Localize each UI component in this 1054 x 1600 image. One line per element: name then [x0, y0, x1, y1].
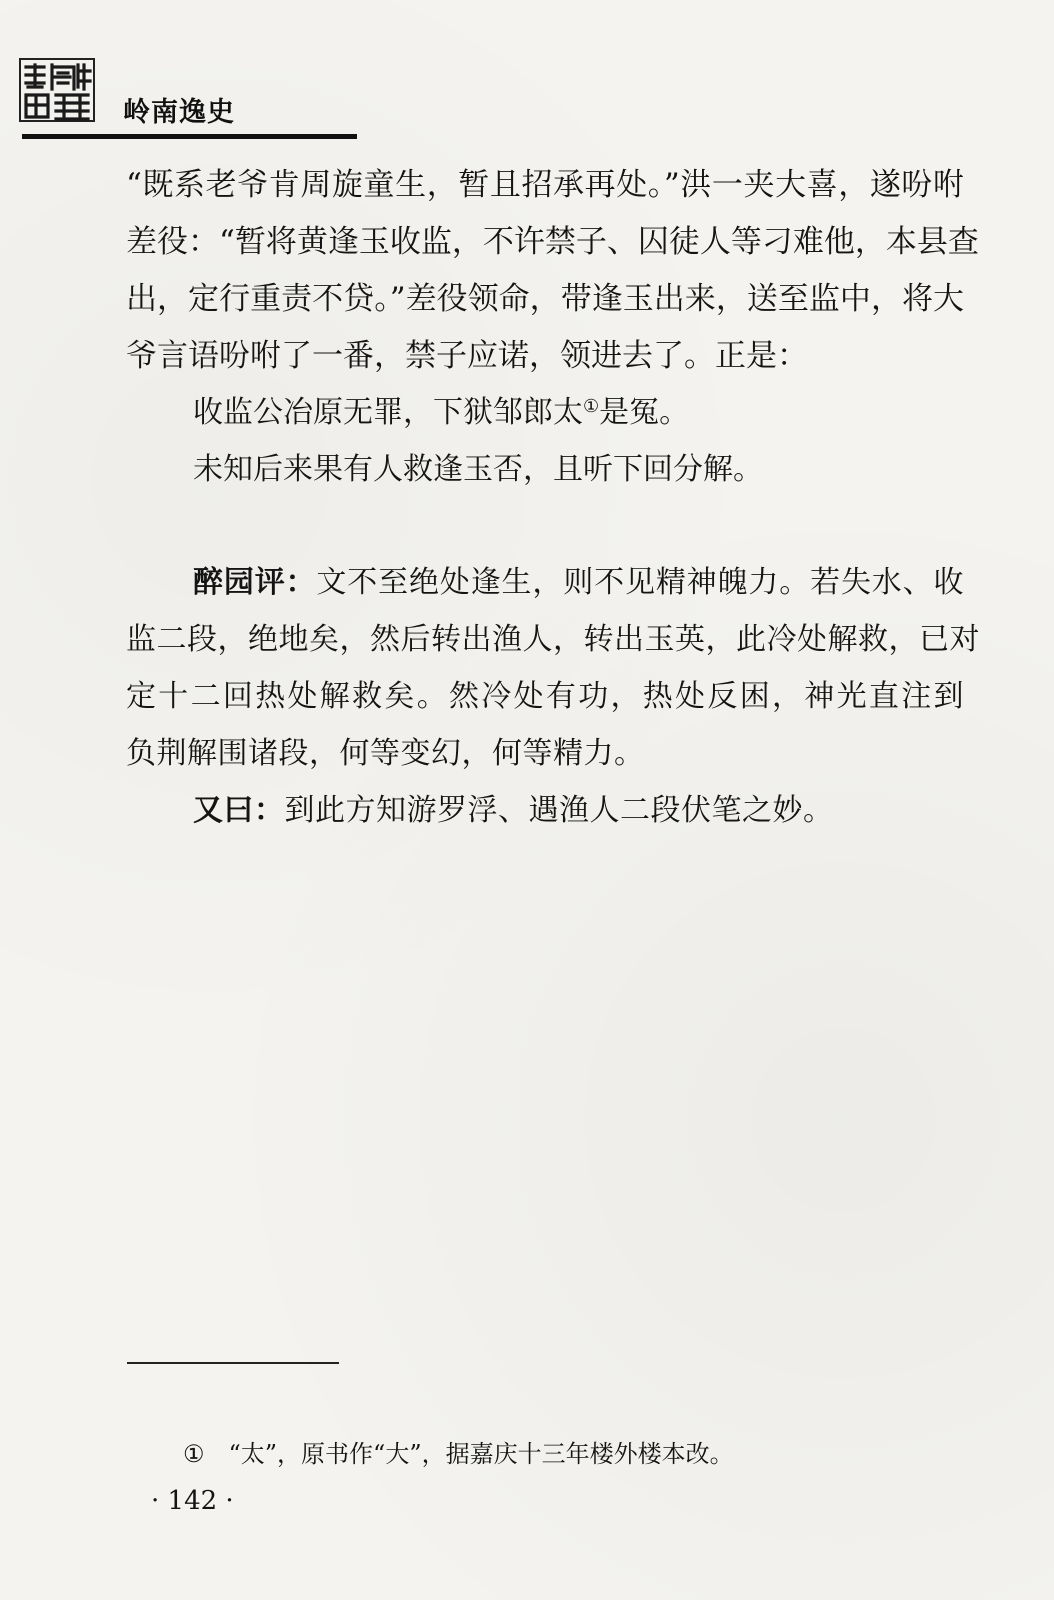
series-seal-logo	[18, 55, 96, 125]
footnote	[183, 1434, 734, 1469]
verse-text-before: 收监公冶原无罪，下狱邹郎太	[193, 395, 583, 430]
footnote-text: “太”，原书作“大”，据嘉庆十三年楼外楼本改。	[228, 1440, 734, 1468]
commentary-line-2: 监二段，绝地矣，然后转出渔人，转出玉英，此冷处解救，已对	[126, 622, 980, 657]
addendum-text: 到此方知游罗浮、遇渔人二段伏笔之妙。	[284, 793, 834, 828]
verse-text-after: 是冤。	[599, 395, 690, 430]
body-line-4: 爷言语吩咐了一番，禁子应诺，领进去了。正是：	[126, 338, 808, 374]
addendum-label: 又曰：	[193, 793, 285, 828]
chapter-closing-line: 未知后来果有人救逢玉否，且听下回分解。	[193, 452, 763, 487]
footnote-marker: ①	[183, 1440, 205, 1468]
book-title: 岭南逸史	[123, 97, 235, 128]
commentary-line-1	[193, 563, 964, 603]
commentary-first-line-text: 文不至绝处逢生，则不见精神魄力。若失水、收	[316, 565, 965, 600]
commentary-line-3: 定十二回热处解救矣。然冷处有功，热处反困，神光直注到	[126, 679, 964, 714]
body-line-2: 差役：“暂将黄逢玉收监，不许禁子、囚徒人等刁难他，本县查	[126, 224, 979, 260]
commentary-label: 醉园评：	[193, 565, 317, 600]
footnote-separator	[127, 1362, 339, 1364]
body-line-3: 出，定行重责不贷。”差役领命，带逢玉出来，送至监中，将大	[126, 281, 964, 317]
header-rule	[22, 134, 357, 139]
footnote-reference: ①	[583, 396, 600, 417]
commentary-addendum	[193, 791, 834, 831]
verse-line	[193, 393, 689, 433]
page-number: · 142 ·	[151, 1486, 234, 1516]
commentary-line-4: 负荆解围诸段，何等变幻，何等精力。	[126, 736, 645, 771]
body-line-1: “既系老爷肯周旋童生，暂且招承再处。”洪一夹大喜，遂吩咐	[126, 167, 964, 203]
